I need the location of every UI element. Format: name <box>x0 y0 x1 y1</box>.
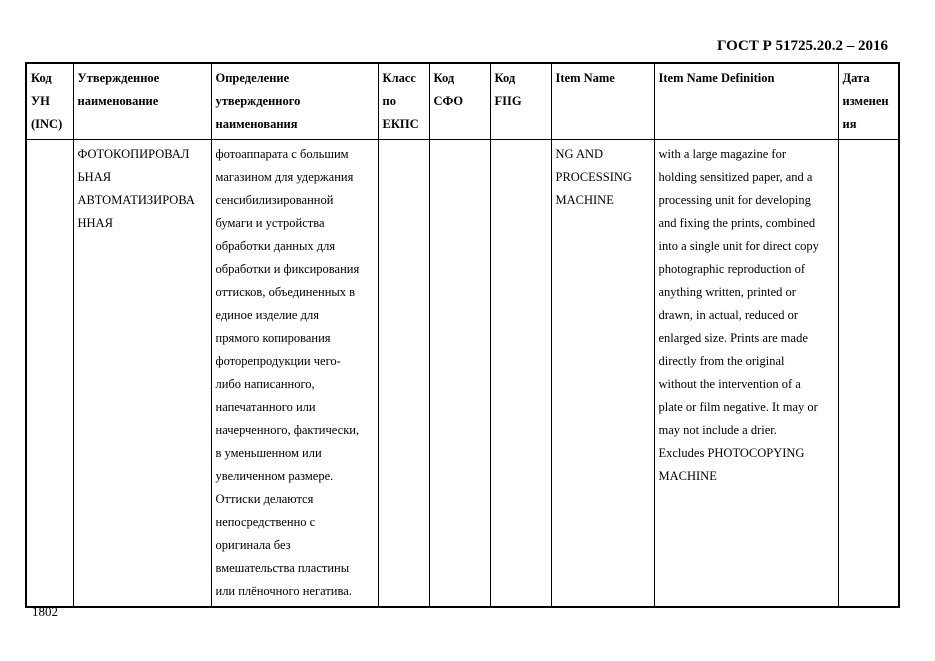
text-line: (INC) <box>31 117 63 131</box>
document-code: ГОСТ Р 51725.20.2 – 2016 <box>716 38 888 54</box>
text-line: may not include a drier. <box>658 423 777 437</box>
page-number: 1802 <box>32 604 58 619</box>
text-line: наименования <box>215 117 298 131</box>
text-line: with a large magazine for <box>658 147 786 161</box>
text-line: enlarged size. Prints are made <box>658 331 808 345</box>
cell-item-name <box>551 140 654 608</box>
text-line: ННАЯ <box>77 216 113 230</box>
text-line: по <box>382 94 396 108</box>
text-line: Класс <box>382 71 416 85</box>
text-line: without the intervention of a <box>658 377 801 391</box>
text-line: фотоаппарата с большим <box>215 147 349 161</box>
text-line: или плёночного негатива. <box>215 584 352 598</box>
text-line: вмешательства пластины <box>215 561 350 575</box>
text-line: ЕКПС <box>382 117 419 131</box>
cell-item-name-definition <box>654 140 838 608</box>
text-line: АВТОМАТИЗИРОВА <box>77 193 195 207</box>
text-line: оттисков, объединенных в <box>215 285 356 299</box>
text-line: FIIG <box>494 94 522 108</box>
text-line: Код <box>31 71 52 85</box>
header-sfo-code <box>429 63 490 140</box>
text-line: изменен <box>842 94 889 108</box>
cell-change-date <box>838 140 899 608</box>
text-line: MACHINE <box>658 469 717 483</box>
text-line: СФО <box>433 94 464 108</box>
text-line: directly from the original <box>658 354 785 368</box>
text-line: наименование <box>77 94 159 108</box>
table-row <box>26 140 899 608</box>
text-line: Item Name <box>555 71 615 85</box>
catalog-table <box>25 62 900 608</box>
header-fiig-code <box>490 63 551 140</box>
text-line: начерченного, фактически, <box>215 423 360 437</box>
header-item-name <box>551 63 654 140</box>
catalog-table-wrapper <box>25 62 898 599</box>
table-header-row <box>26 63 899 140</box>
text-line: непосредственно с <box>215 515 316 529</box>
header-change-date <box>838 63 899 140</box>
cell-fiig-code <box>490 140 551 608</box>
text-line: утвержденного <box>215 94 301 108</box>
text-line: drawn, in actual, reduced or <box>658 308 799 322</box>
text-line: Определение <box>215 71 290 85</box>
text-line: MACHINE <box>555 193 614 207</box>
header-inc <box>26 63 73 140</box>
text-line: УН <box>31 94 50 108</box>
text-line: магазином для удержания <box>215 170 354 184</box>
header-ekps-class <box>378 63 429 140</box>
text-line: holding sensitized paper, and a <box>658 170 813 184</box>
text-line: Утвержденное <box>77 71 160 85</box>
text-line: в уменьшенном или <box>215 446 322 460</box>
cell-inc <box>26 140 73 608</box>
text-line: Дата <box>842 71 870 85</box>
cell-approved-name <box>73 140 211 608</box>
text-line: Код <box>433 71 455 85</box>
text-line: либо написанного, <box>215 377 315 391</box>
cell-definition <box>211 140 378 608</box>
header-approved-name <box>73 63 211 140</box>
text-line: обработки и фиксирования <box>215 262 360 276</box>
text-line: plate or film negative. It may or <box>658 400 818 414</box>
text-line: Оттиски делаются <box>215 492 314 506</box>
text-line: anything written, printed or <box>658 285 796 299</box>
text-line: единое изделие для <box>215 308 319 322</box>
text-line: PROCESSING <box>555 170 632 184</box>
text-line: оригинала без <box>215 538 291 552</box>
text-line: бумаги и устройства <box>215 216 325 230</box>
text-line: фоторепродукции чего- <box>215 354 341 368</box>
text-line: NG AND <box>555 147 604 161</box>
text-line: and fixing the prints, combined <box>658 216 816 230</box>
text-line: Excludes PHOTOCOPYING <box>658 446 805 460</box>
text-line: into a single unit for direct copy <box>658 239 819 253</box>
text-line: Код <box>494 71 516 85</box>
text-line: ФОТОКОПИРОВАЛ <box>77 147 190 161</box>
cell-ekps-class <box>378 140 429 608</box>
header-definition <box>211 63 378 140</box>
text-line: увеличенном размере. <box>215 469 334 483</box>
text-line: напечатанного или <box>215 400 316 414</box>
text-line: Item Name Definition <box>658 71 775 85</box>
header-item-name-definition <box>654 63 838 140</box>
text-line: сенсибилизированной <box>215 193 334 207</box>
text-line: прямого копирования <box>215 331 331 345</box>
text-line: обработки данных для <box>215 239 336 253</box>
text-line: photographic reproduction of <box>658 262 805 276</box>
text-line: ия <box>842 117 857 131</box>
text-line: processing unit for developing <box>658 193 811 207</box>
cell-sfo-code <box>429 140 490 608</box>
text-line: ЬНАЯ <box>77 170 112 184</box>
